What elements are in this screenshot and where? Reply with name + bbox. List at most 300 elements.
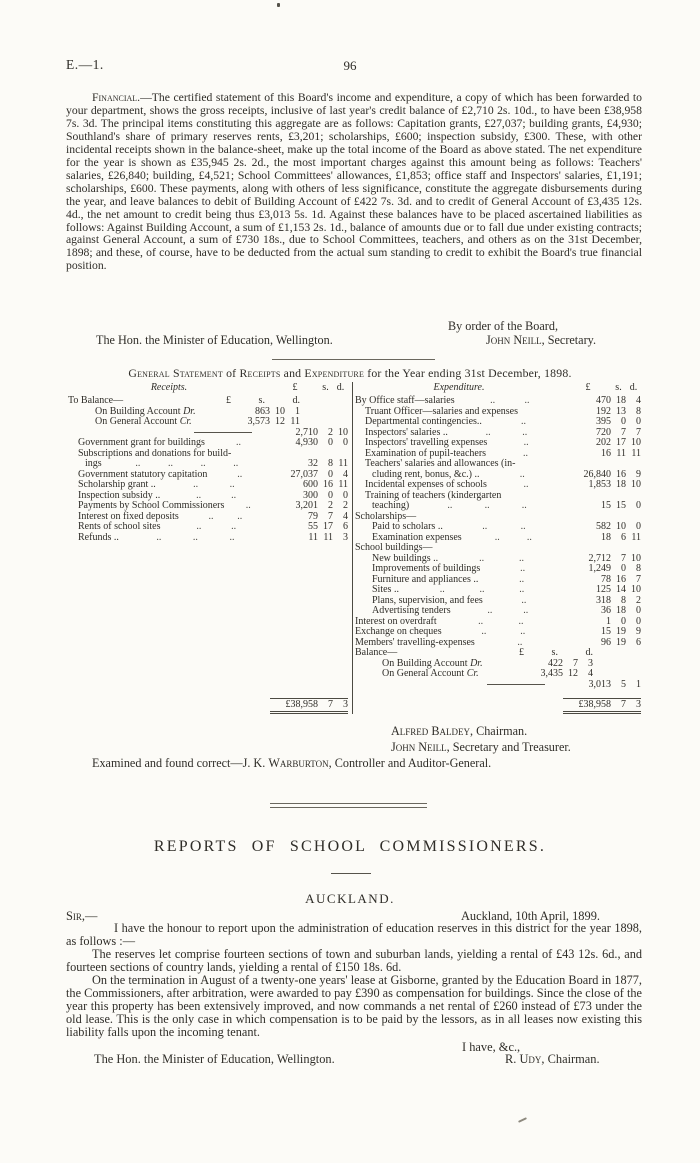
letter-paragraph: The reserves let comprise fourteen sections of town and suburban lands, yielding a rental of £43 12s. 6d., and fourteen sections of country lands, yielding a rental of £150 18s. 6d. (66, 947, 642, 975)
amount-col: 17 (323, 521, 333, 532)
statement-row (66, 501, 352, 512)
row-label: Training of teachers (kindergarten (365, 489, 502, 501)
amount-col: 1 (636, 678, 641, 690)
amount-col: 0 (636, 605, 641, 616)
currency-symbol: d. (585, 647, 593, 658)
amount-col: 0 (636, 615, 641, 627)
dateline: Auckland, 10th April, 1899. (460, 909, 600, 923)
row-amount (565, 606, 641, 617)
total-shillings: 7 (621, 698, 626, 710)
dot-group: .. (478, 616, 484, 627)
amount-col: 15 (601, 500, 611, 511)
salutation: Sir,— (66, 909, 98, 923)
amount-col: 8 (636, 405, 641, 417)
amount-col: 11 (631, 447, 641, 459)
amount-col: 16 (323, 479, 333, 490)
amount-col: 16 (616, 573, 626, 585)
dot-group: .. (484, 501, 490, 511)
expenditure-header-label: Expenditure. (433, 382, 485, 393)
sum-rule (194, 432, 252, 433)
expenditure-column-header (353, 382, 650, 395)
auditor-name: Warburton (268, 756, 329, 770)
dot-group: .. (447, 501, 453, 511)
row-amount (565, 501, 641, 512)
amount-col: 11 (290, 416, 300, 427)
dot-group: .. (231, 490, 237, 501)
amount-col: 2 (636, 594, 641, 606)
row-label: Inspection subsidy .. (78, 489, 161, 501)
dot-group: .. (519, 469, 525, 480)
row-label: teaching) (372, 500, 410, 511)
row-amount (565, 417, 641, 428)
pounds-header: £ (585, 382, 591, 393)
pence-header: d. (336, 382, 345, 393)
amount-col: 8 (621, 594, 626, 606)
dot-group: .. (494, 532, 500, 543)
amount-col: 11 (338, 479, 348, 490)
amount-col: 11 (308, 531, 318, 543)
dot-group: .. (192, 532, 198, 543)
amount-col: 10 (631, 584, 641, 595)
dot-group: .. (487, 606, 493, 616)
row-label: Furniture and appliances .. (372, 573, 479, 585)
amount-col: 26,840 (583, 468, 611, 480)
dot-leaders (437, 617, 565, 628)
amount-col: 79 (308, 510, 318, 522)
dot-leaders (479, 470, 565, 481)
title-segment: Receipts (239, 366, 281, 380)
inner-currency-header (216, 396, 300, 407)
amount-col: 6 (621, 531, 626, 543)
row-label: Examination expenses (372, 531, 462, 543)
amount-col: 0 (328, 437, 333, 448)
currency-symbol: £ (519, 647, 524, 658)
dot-group: .. (520, 627, 526, 637)
amount-col: 0 (636, 500, 641, 511)
amount-col: 10 (275, 405, 285, 417)
expenditure-column (352, 382, 650, 714)
amount-col: 395 (596, 416, 611, 427)
amount-col: 300 (303, 489, 318, 501)
receipts-column-header (66, 382, 352, 395)
row-label: Members' travelling-expenses (355, 636, 475, 648)
row-amount (272, 522, 348, 533)
dot-group: .. (196, 490, 202, 501)
audit-certification-line (92, 756, 491, 771)
dot-leaders (478, 575, 565, 586)
statement-row (66, 396, 352, 407)
dot-group: .. (237, 469, 243, 480)
dot-group: .. (193, 480, 199, 490)
amount-col: 11 (631, 531, 641, 543)
shillings-header: s. (615, 382, 622, 393)
dr-cr-marker: Cr. (179, 416, 192, 427)
statement-table (66, 382, 650, 714)
dot-group: .. (526, 532, 532, 543)
amount-col: 600 (303, 479, 318, 490)
page-number: 96 (343, 58, 357, 73)
amount-col: 3 (343, 531, 348, 543)
dot-group: .. (482, 522, 488, 532)
statement-row (353, 606, 650, 617)
amount-col: 6 (636, 636, 641, 648)
pence-header: d. (629, 382, 638, 393)
receipts-column (66, 382, 352, 714)
row-label: Scholarships— (355, 510, 417, 522)
row-label: On General Account Cr. (95, 416, 192, 427)
row-label: Departmental contingencies.. (365, 416, 482, 427)
statement-row (353, 627, 650, 638)
district-chairman-signature (505, 1052, 600, 1067)
sum-rule (487, 684, 545, 685)
signature-name: Alfred Baldey (391, 724, 470, 738)
amount-col: 7 (573, 657, 578, 669)
dot-group: .. (519, 585, 525, 595)
dot-group: .. (520, 522, 526, 532)
signature-name: John Neill (486, 333, 542, 347)
amount-col: 36 (601, 605, 611, 616)
row-label: On Building Account Dr. (382, 657, 483, 669)
statement-title (0, 366, 700, 381)
amount-col: 0 (328, 489, 333, 501)
dot-group: .. (479, 553, 485, 564)
reports-section-heading: REPORTS OF SCHOOL COMMISSIONERS. (153, 838, 547, 855)
amount-col: 3,435 (540, 668, 563, 679)
amount-col: 14 (616, 584, 626, 595)
total-amount (563, 698, 641, 715)
district-heading: AUCKLAND. (305, 891, 395, 906)
amount-col: 9 (636, 626, 641, 637)
amount-col: 16 (601, 447, 611, 459)
row-part (192, 417, 224, 428)
dot-leaders (487, 480, 565, 491)
statement-row (66, 438, 352, 449)
scan-artifact (518, 1117, 527, 1123)
row-label: Teachers' salaries and allowances (in- (365, 458, 516, 469)
paragraph-body-text: —The certified statement of this Board's income and expenditure, a copy of which has been forwarded to your department, shows the gross receipts, inclusive of last year's credit balance of £2,710 2s. 10d., to have been £38,958 7s. 3d. The principal items constituting this aggregate are as follows: Capitation grants, £27,037; building grants, £4,930; Southland's share of primary reserves rents, £3,201; scholarships, £600; inspection subsidy, £300. These, with other incidental receipts shown in the balance-sheet, make up the total income of the Board as above stated. The net expenditure for the year is shown as £35,945 2s. 2d., the most important charges against this amount being as follows: Teachers' salaries, £26,840; building, £4,521; School Committees' allowances, £1,853; office staff and Inspectors' salaries, £1,191; scholarships, £600. These payments, along with others of less significance, constitute the aggregate disbursements during the year, and leave balances to debit of Building Account of £422 7s. 3d. and to credit of General Account of £3,435 12s. 4d., the net amount to credit being thus £3,013 5s. 1d. Against these balances have to be placed ascertained liabilities as follows: Against Building Account, a sum of £1,153 2s. 1d., balance of amounts due or to fall due under existing contracts; against General Account, a sum of £730 18s., due to School Committees, teachers, and others as on the 31st December, 1898; and these, of course, have to be deducted from the actual sum standing to credit to exhibit the Board's true financial position. (66, 91, 642, 273)
dot-group: .. (523, 438, 529, 448)
row-label: Rents of school sites (78, 521, 161, 532)
dot-leaders (119, 533, 272, 544)
valediction: I have, &c., (462, 1040, 521, 1054)
addressee-line: The Hon. the Minister of Education, Wellington. (96, 333, 333, 347)
row-label: Government grant for buildings (78, 437, 205, 448)
amount-col: 0 (343, 437, 348, 448)
amount-col: 19 (616, 636, 626, 648)
dr-cr-marker: Dr. (470, 657, 483, 669)
amount-col: 3,013 (588, 678, 611, 690)
receipts-rows (66, 395, 352, 543)
amount-col: 16 (616, 468, 626, 480)
title-segment: of (222, 366, 240, 380)
amount-col: 125 (596, 584, 611, 595)
row-amount (565, 438, 641, 449)
amount-col: 1,853 (588, 479, 611, 490)
amount-col: 0 (621, 615, 626, 627)
dot-group: .. (208, 511, 214, 522)
amount-col: 1,249 (588, 563, 611, 574)
secretary-treasurer-signature (391, 740, 571, 755)
amount-col: 4 (636, 395, 641, 406)
expenditure-total (563, 698, 641, 715)
dot-group: .. (135, 459, 141, 469)
title-segment: Expenditure (304, 366, 365, 380)
amount-col: 4,930 (295, 437, 318, 448)
dr-cr-marker: Dr. (183, 405, 196, 417)
amount-col: 3,201 (295, 500, 318, 511)
row-part (397, 648, 509, 659)
statement-row (353, 522, 650, 533)
row-label: Examination of pupil-teachers (365, 447, 487, 459)
document-reference: E.—1. (66, 57, 104, 72)
title-segment: and (280, 366, 305, 380)
dot-group: .. (235, 438, 241, 448)
amount-col: 0 (621, 416, 626, 427)
row-label: Improvements of buildings (372, 563, 481, 574)
statement-row (353, 396, 650, 407)
currency-header (272, 383, 348, 395)
inner-currency-header (509, 648, 593, 659)
row-label: Exchange on cheques (355, 626, 442, 637)
amount-col: 2,712 (588, 552, 611, 564)
dot-leaders (482, 417, 565, 428)
amount-col: 7 (621, 426, 626, 438)
amount-col: 12 (275, 416, 285, 427)
signature-name: John Neill (391, 740, 447, 754)
row-label: Inspectors' travelling expenses (365, 437, 488, 448)
dot-group: .. (229, 480, 235, 490)
row-label: On Building Account Dr. (95, 405, 196, 417)
signature-title: , Secretary and Treasurer. (446, 740, 571, 754)
amount-col: 2 (328, 426, 333, 438)
statement-row (66, 533, 352, 544)
amount-col: 11 (616, 447, 626, 459)
dot-group: .. (523, 448, 529, 459)
amount-col: 4 (343, 510, 348, 522)
statement-row (353, 459, 650, 470)
amount-col: 9 (636, 468, 641, 480)
paragraph-lead-word: Financial. (92, 91, 141, 104)
amount-col: 0 (621, 563, 626, 574)
row-amount (517, 669, 593, 680)
dot-leaders (207, 470, 272, 481)
amount-col: 12 (568, 668, 578, 679)
dot-group: .. (524, 396, 530, 406)
dot-group: .. (519, 553, 525, 564)
expenditure-rows (353, 395, 650, 690)
amount-col: 19 (616, 626, 626, 637)
amount-col: 8 (328, 458, 333, 469)
row-label: Truant Officer—salaries and expenses (365, 405, 519, 417)
letter-paragraph: On the termination in August of a twenty-one years' lease at Gisborne, granted by the Education Board in 1877, the Commissioners, after arbitration, were awarded to pay £390 as compensation for buildings. Since the close of the year this property has been extensively improved, and now commands a net rental of £260 instead of £73 under the old lease. This is the only case in which compensation is to be paid by the lessors, as in all leases now existing this liability falls upon the incoming tenant. (66, 973, 642, 1040)
row-label: Inspectors' salaries .. (365, 426, 448, 438)
addressee-line: The Hon. the Minister of Education, Wellington. (94, 1052, 335, 1066)
pounds-header: £ (292, 382, 298, 393)
title-segment: General Statement (128, 366, 223, 380)
amount-col: 8 (636, 563, 641, 574)
currency-header (565, 383, 641, 395)
total-pounds: £38,958 (285, 698, 318, 710)
title-segment: for the Year ending 31st December, 1898. (364, 366, 572, 380)
row-label: Plans, supervision, and fees (372, 594, 483, 606)
dot-group: .. (490, 396, 496, 406)
dot-group: .. (520, 564, 526, 574)
statement-row (353, 669, 650, 680)
row-label: School buildings— (355, 542, 433, 553)
dot-leaders (399, 585, 565, 596)
amount-col: 318 (596, 594, 611, 606)
amount-col: 7 (636, 573, 641, 585)
dot-leaders (487, 438, 565, 449)
statement-row (66, 417, 352, 428)
shillings-header: s. (322, 382, 329, 393)
row-amount (272, 501, 348, 512)
amount-col: 470 (596, 395, 611, 406)
row-amount (272, 533, 348, 544)
dot-group: .. (521, 595, 527, 606)
total-pounds: £38,958 (578, 698, 611, 710)
statement-row (353, 564, 650, 575)
amount-col: 0 (636, 416, 641, 427)
row-amount (565, 638, 641, 649)
amount-col: 18 (616, 479, 626, 490)
dot-leaders (462, 533, 565, 544)
row-label: New buildings .. (372, 552, 439, 564)
statement-row (353, 417, 650, 428)
dot-leaders (483, 596, 565, 607)
dot-group: .. (229, 532, 235, 543)
row-label: Paid to scholars .. (372, 521, 443, 532)
amount-col: 17 (616, 437, 626, 448)
row-part (196, 407, 224, 418)
amount-col: 192 (596, 405, 611, 417)
dot-group: .. (167, 459, 173, 469)
amount-col: 422 (548, 657, 563, 669)
amount-col: 4 (343, 468, 348, 480)
receipts-total (270, 698, 348, 715)
dot-leaders (518, 407, 565, 418)
amount-col: 3 (588, 657, 593, 669)
dot-group: .. (245, 501, 251, 511)
dot-group: .. (519, 574, 525, 585)
statement-row (353, 501, 650, 512)
by-order-line: By order of the Board, (448, 319, 558, 333)
row-part (353, 680, 487, 691)
amount-col: 4 (588, 668, 593, 679)
dot-leaders (224, 501, 272, 512)
amount-col: 55 (308, 521, 318, 532)
row-part (479, 669, 517, 680)
amount-col: 0 (343, 489, 348, 501)
dot-leaders (451, 606, 565, 617)
amount-col: 0 (636, 521, 641, 532)
dot-leaders (179, 512, 272, 523)
row-amount (272, 459, 348, 470)
row-amount (565, 585, 641, 596)
currency-symbol: £ (226, 395, 231, 406)
section-divider (272, 359, 435, 360)
dot-group: .. (485, 427, 491, 438)
section-divider-double (270, 803, 427, 808)
row-part (123, 396, 216, 407)
row-amount (224, 417, 300, 428)
amount-col: 18 (616, 605, 626, 616)
statement-row (353, 648, 650, 659)
amount-col: 11 (323, 531, 333, 543)
row-amount (565, 627, 641, 638)
row-label: Interest on fixed deposits (78, 510, 179, 522)
amount-col: 10 (338, 426, 348, 438)
statement-row (353, 543, 650, 554)
row-label: Advertising tenders (372, 605, 451, 616)
amount-col: 202 (596, 437, 611, 448)
dot-leaders (480, 564, 565, 575)
row-label: Scholarship grant .. (78, 479, 156, 490)
statement-row (66, 480, 352, 491)
auditor-title: , Controller and Auditor-General. (328, 756, 492, 770)
amount-col: 10 (616, 521, 626, 532)
dr-cr-marker: Cr. (466, 668, 479, 679)
amount-col: 18 (601, 531, 611, 543)
signature-title: , Chairman. (541, 1052, 600, 1066)
amount-col: 78 (601, 573, 611, 585)
amount-col: 7 (328, 510, 333, 522)
signature-name: R. Udy (505, 1052, 542, 1066)
amount-col: 863 (255, 405, 270, 417)
total-pence: 3 (343, 698, 348, 710)
dot-group: .. (517, 637, 523, 648)
statement-row (66, 522, 352, 533)
row-label: By Office staff—salaries (355, 395, 455, 406)
row-label: cluding rent, bonus, &c.) .. (372, 468, 480, 480)
amount-col: 3,573 (247, 416, 270, 427)
amount-col: 32 (308, 458, 318, 469)
dot-leaders (161, 522, 273, 533)
amount-col: 10 (631, 552, 641, 564)
dot-leaders (205, 438, 272, 449)
amount-col: 15 (601, 626, 611, 637)
total-amount (270, 698, 348, 715)
dot-leaders (156, 480, 272, 491)
dot-group: .. (233, 459, 239, 469)
amount-col: 2 (343, 500, 348, 511)
signature-title: , Chairman. (469, 724, 528, 738)
dot-group: .. (523, 480, 529, 490)
row-amount (565, 564, 641, 575)
dot-group: .. (522, 427, 528, 438)
row-label: Interest on overdraft (355, 615, 437, 627)
currency-symbol: s. (258, 395, 265, 406)
row-label: Subscriptions and donations for build- (78, 447, 232, 459)
row-label: Payments by School Commissioners (78, 500, 225, 511)
dot-group: .. (521, 501, 527, 511)
heading-underline (331, 873, 371, 874)
amount-col: 96 (601, 636, 611, 648)
audit-prefix: Examined and found correct—J. K. (92, 756, 269, 770)
statement-row (353, 438, 650, 449)
total-pence: 3 (636, 698, 641, 710)
dot-group: .. (523, 606, 529, 616)
amount-col: 2 (328, 500, 333, 511)
statement-row (353, 585, 650, 596)
letter-body (66, 922, 642, 1039)
row-label: To Balance— (68, 395, 124, 406)
row-amount (272, 480, 348, 491)
scan-artifact (277, 3, 280, 7)
amount-col: 13 (616, 405, 626, 417)
dot-leaders (442, 627, 565, 638)
row-amount (565, 680, 641, 691)
